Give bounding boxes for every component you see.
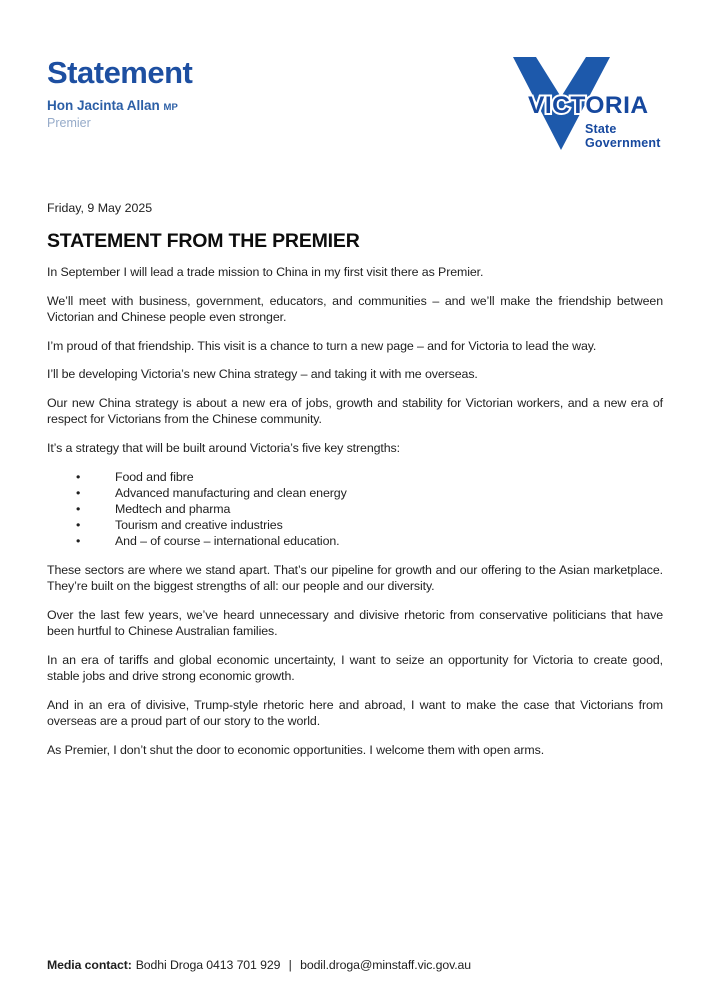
statement-paragraph: I’m proud of that friendship. This visit is a chance to turn a new page – and for Victoria to lead the way.: [47, 338, 597, 353]
statement-body: [47, 264, 663, 758]
key-strength-item: • Food and fibre: [47, 469, 663, 485]
statement-paragraph: I’ll be developing Victoria’s new China strategy – and taking it with me overseas.: [47, 367, 478, 382]
contact-separator: |: [288, 958, 292, 972]
author-name: [47, 99, 192, 115]
statement-paragraph: And in an era of divisive, Trump-style rhetoric here and abroad, I want to make the case that Victorians from overseas are a proud part of our story to the world.: [47, 697, 663, 729]
key-strength-item: • Tourism and creative industries: [47, 517, 663, 533]
statement-paragraph: These sectors are where we stand apart. That’s our pipeline for growth and our offering to the Asian marketplace. They’re built on the biggest strengths of all: our people and our diversity.: [47, 563, 663, 594]
document-type-heading: Statement: [47, 55, 193, 90]
author-postnominal: MP: [163, 102, 178, 113]
key-strength-item: • Medtech and pharma: [47, 501, 663, 517]
statement-paragraph: Our new China strategy is about a new era of jobs, growth and stability for Victorian workers, and a new era of respect for Victorians from the Chinese community.: [47, 396, 663, 427]
statement-date: Friday, 9 May 2025: [47, 201, 153, 215]
masthead: [47, 57, 663, 150]
victoria-state-government-logo: [511, 57, 663, 150]
statement-paragraph: It’s a strategy that will be built around Victoria’s five key strengths:: [47, 440, 400, 455]
media-contact-email: bodil.droga@minstaff.vic.gov.au: [300, 958, 472, 972]
media-contact-label: Media contact:: [47, 958, 132, 972]
masthead-titles: [47, 57, 192, 130]
statement-title: STATEMENT FROM THE PREMIER: [47, 230, 360, 252]
logo-wordmark: VICTORIA: [528, 92, 649, 119]
statement-paragraph: In September I will lead a trade mission to China in my first visit there as Premier.: [47, 265, 484, 279]
key-strength-item: • Advanced manufacturing and clean energy: [47, 485, 663, 501]
key-strengths-list: [47, 469, 663, 550]
statement-paragraph: In an era of tariffs and global economic uncertainty, I want to seize an opportunity for Victoria to create good, stable jobs and drive strong economic growth.: [47, 652, 663, 684]
author-name-text: Hon Jacinta Allan: [47, 98, 160, 113]
author-role: Premier: [47, 116, 91, 130]
logo-state-label: State: [585, 122, 617, 136]
media-contact-name: Bodhi Droga: [135, 958, 203, 972]
statement-paragraph: As Premier, I don’t shut the door to economic opportunities. I welcome them with open arms.: [47, 742, 545, 757]
media-contact-phone: 0413 701 929: [206, 958, 281, 972]
media-contact-line: [47, 957, 663, 973]
victoria-logo-icon: [511, 57, 663, 150]
statement-paragraph: Over the last few years, we’ve heard unnecessary and divisive rhetoric from conservative politicians that have been hurtful to Chinese Australian families.: [47, 608, 663, 639]
statement-paragraph: We’ll meet with business, government, educators, and communities – and we’ll make the friendship between Victorian and Chinese people even stronger.: [47, 293, 663, 324]
logo-government-label: Government: [585, 136, 661, 150]
key-strength-item: • And – of course – international education.: [47, 533, 663, 549]
